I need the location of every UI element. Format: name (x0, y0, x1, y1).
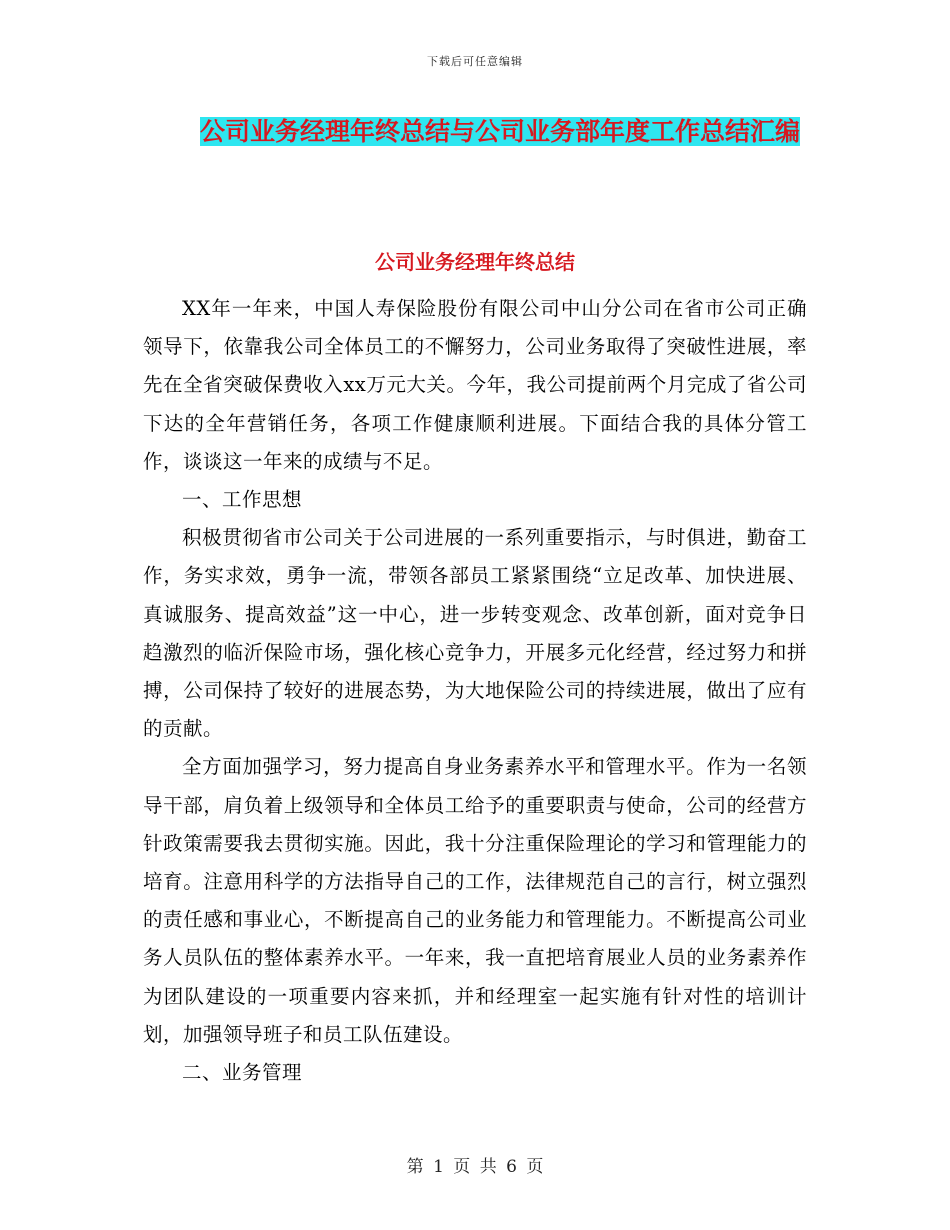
page-number-footer: 第 1 页 共 6 页 (406, 1157, 544, 1177)
section-title: 公司业务经理年终总结 (375, 250, 575, 274)
document-title (190, 108, 810, 156)
paragraph-intro: XX年一年来，中国人寿保险股份有限公司中山分公司在省市公司正确领导下，依靠我公司全体员工的不懈努力，公司业务取得了突破性进展，率先在全省突破保费收入xx万元大关。今年，我公司提前两个月完成了省公司下达的全年营销任务，各项工作健康顺利进展。下面结合我的具体分管工作，谈谈这一年来的成绩与不足。 (143, 297, 807, 473)
document-title-text: 公司业务经理年终总结与公司业务部年度工作总结汇编 (199, 117, 800, 146)
paragraph-learning: 全方面加强学习，努力提高自身业务素养水平和管理水平。作为一名领导干部，肩负着上级领导和全体员工给予的重要职责与使命，公司的经营方针政策需要我去贯彻实施。因此，我十分注重保险理论的学习和管理能力的培育。注意用科学的方法指导自己的工作，法律规范自己的言行，树立强烈的责任感和事业心，不断提高自己的业务能力和管理能力。不断提高公司业务人员队伍的整体素养水平。一年来，我一直把培育展业人员的业务素养作为团队建设的一项重要内容来抓，并和经理室一起实施有针对性的培训计划，加强领导班子和员工队伍建设。 (143, 755, 807, 1046)
heading-business-management: 二、业务管理 (182, 1061, 303, 1085)
paragraph-work-thinking: 积极贯彻省市公司关于公司进展的一系列重要指示，与时俱进，勤奋工作，务实求效，勇争一流，带领各部员工紧紧围绕“立足改革、加快进展、真诚服务、提高效益”这一中心，进一步转变观念、改革创新，面对竞争日趋激烈的临沂保险市场，强化核心竞争力，开展多元化经营，经过努力和拼搏，公司保持了较好的进展态势，为大地保险公司的持续进展，做出了应有的贡献。 (143, 526, 807, 741)
document-body (143, 290, 807, 1092)
heading-work-thinking: 一、工作思想 (182, 488, 303, 512)
header-note: 下载后可任意编辑 (427, 55, 523, 68)
